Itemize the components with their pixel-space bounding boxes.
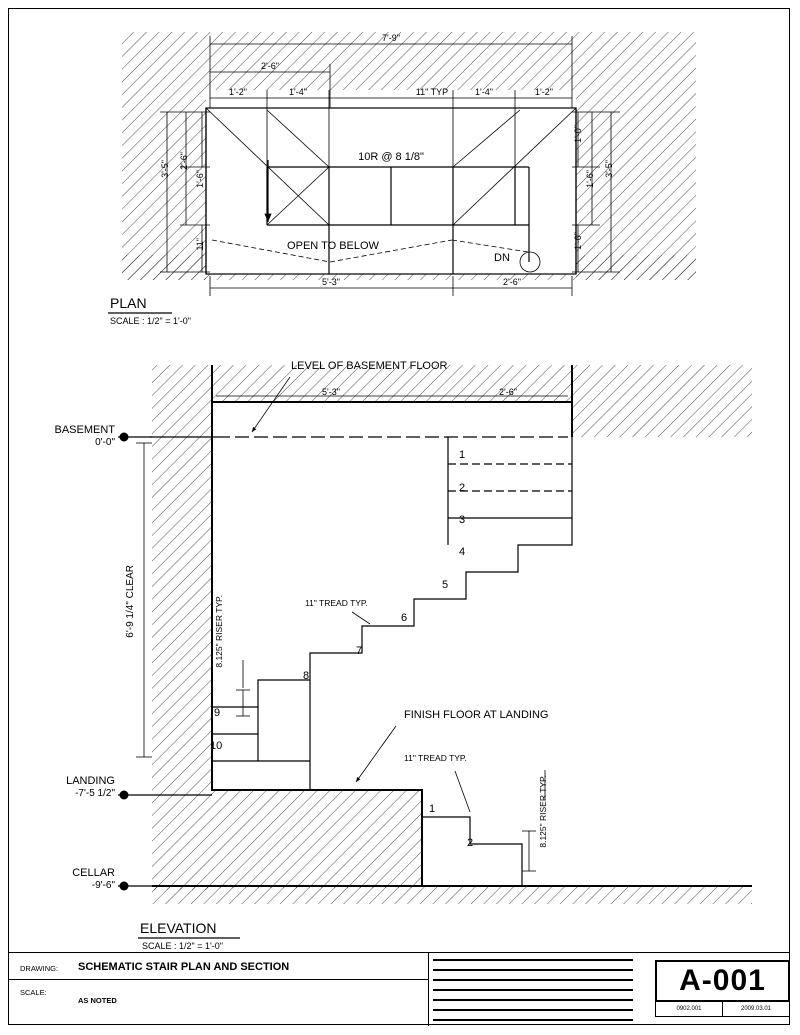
- plan-dim-2-6: 2'-6": [261, 61, 279, 71]
- titleblock-scale-value: AS NOTED: [78, 996, 117, 1005]
- step-number: 10: [210, 740, 223, 752]
- elevation-title: ELEVATION: [140, 920, 217, 936]
- issue-date: 2009.03.01: [740, 1006, 772, 1012]
- step-number: 2: [459, 482, 466, 494]
- plan-dim-1-4-left: 1'-4": [289, 87, 307, 97]
- elevation-note-riser-upper: 8.125" RISER TYP.: [214, 595, 224, 668]
- elevation-note-finish-floor: FINISH FLOOR AT LANDING: [404, 709, 549, 721]
- plan-dim-1-0-right-b: 1'-0": [573, 232, 583, 250]
- step-number: 7: [356, 645, 363, 657]
- plan-dim-1-6-left: 1'-6": [195, 170, 205, 188]
- plan-dim-11-left: 11": [195, 238, 205, 251]
- project-number: 0902.001: [656, 1002, 723, 1016]
- plan-title: PLAN: [110, 295, 147, 311]
- plan-dim-1-4-right: 1'-4": [475, 87, 493, 97]
- elevation-clear-dim: 6'-9 1/4" CLEAR: [125, 565, 136, 638]
- plan-note-riser: 10R @ 8 1/8": [358, 151, 424, 163]
- sheet-number: A-001: [655, 960, 790, 1002]
- step-number: 9: [214, 707, 221, 719]
- step-number: 4: [459, 546, 466, 558]
- plan-dim-1-6-right: 1'-6": [585, 170, 595, 188]
- plan-dim-5-3: 5'-3": [322, 277, 340, 287]
- plan-dim-3-5-left: 3'-5": [160, 160, 170, 178]
- level-label-basement: BASEMENT: [54, 424, 115, 436]
- step-number: 8: [303, 670, 310, 682]
- level-elev-cellar: -9'-6": [91, 880, 115, 891]
- plan-dim-1-2-left: 1'-2": [229, 87, 247, 97]
- plan-scale: SCALE : 1/2" = 1'-0": [110, 316, 191, 326]
- plan-dim-overall: 7'-9": [382, 33, 400, 43]
- step-number: 1: [429, 803, 436, 815]
- step-number: 5: [442, 579, 449, 591]
- step-number: 6: [401, 612, 408, 624]
- level-label-cellar: CELLAR: [72, 867, 115, 879]
- plan-dim-3-5-right: 3'-5": [604, 160, 614, 178]
- titleblock-scale-label: SCALE:: [20, 988, 47, 997]
- plan-note-dn: DN: [494, 252, 510, 264]
- plan-note-open-to-below: OPEN TO BELOW: [287, 240, 379, 252]
- step-number: 1: [459, 449, 466, 461]
- elevation-note-basement-floor: LEVEL OF BASEMENT FLOOR: [291, 360, 448, 372]
- level-elev-landing: -7'-5 1/2": [75, 788, 115, 799]
- elevation-note-tread-upper: 11" TREAD TYP.: [305, 598, 368, 608]
- titleblock-drawing-label: DRAWING:: [20, 964, 59, 973]
- step-number: 3: [459, 514, 466, 526]
- titleblock-drawing-title: SCHEMATIC STAIR PLAN AND SECTION: [78, 961, 290, 973]
- plan-dim-2-6-left: 2'-6": [179, 152, 189, 170]
- level-elev-basement: 0'-0": [95, 437, 115, 448]
- plan-dim-2-6-bottom: 2'-6": [503, 277, 521, 287]
- level-label-landing: LANDING: [66, 775, 115, 787]
- elevation-scale: SCALE : 1/2" = 1'-0": [142, 941, 223, 951]
- elevation-note-riser-lower: 8.125" RISER TYP.: [538, 775, 548, 848]
- plan-dim-11-typ: 11" TYP: [415, 87, 449, 97]
- plan-dim-1-2-right: 1'-2": [535, 87, 553, 97]
- plan-dim-1-0-right: 1'-0": [573, 125, 583, 143]
- step-number: 2: [467, 837, 474, 849]
- sheet-number-sub: [655, 1002, 790, 1017]
- elevation-note-tread-lower: 11" TREAD TYP.: [404, 753, 467, 763]
- elevation-dim-2-6: 2'-6": [499, 387, 517, 397]
- elevation-dim-5-3: 5'-3": [322, 387, 340, 397]
